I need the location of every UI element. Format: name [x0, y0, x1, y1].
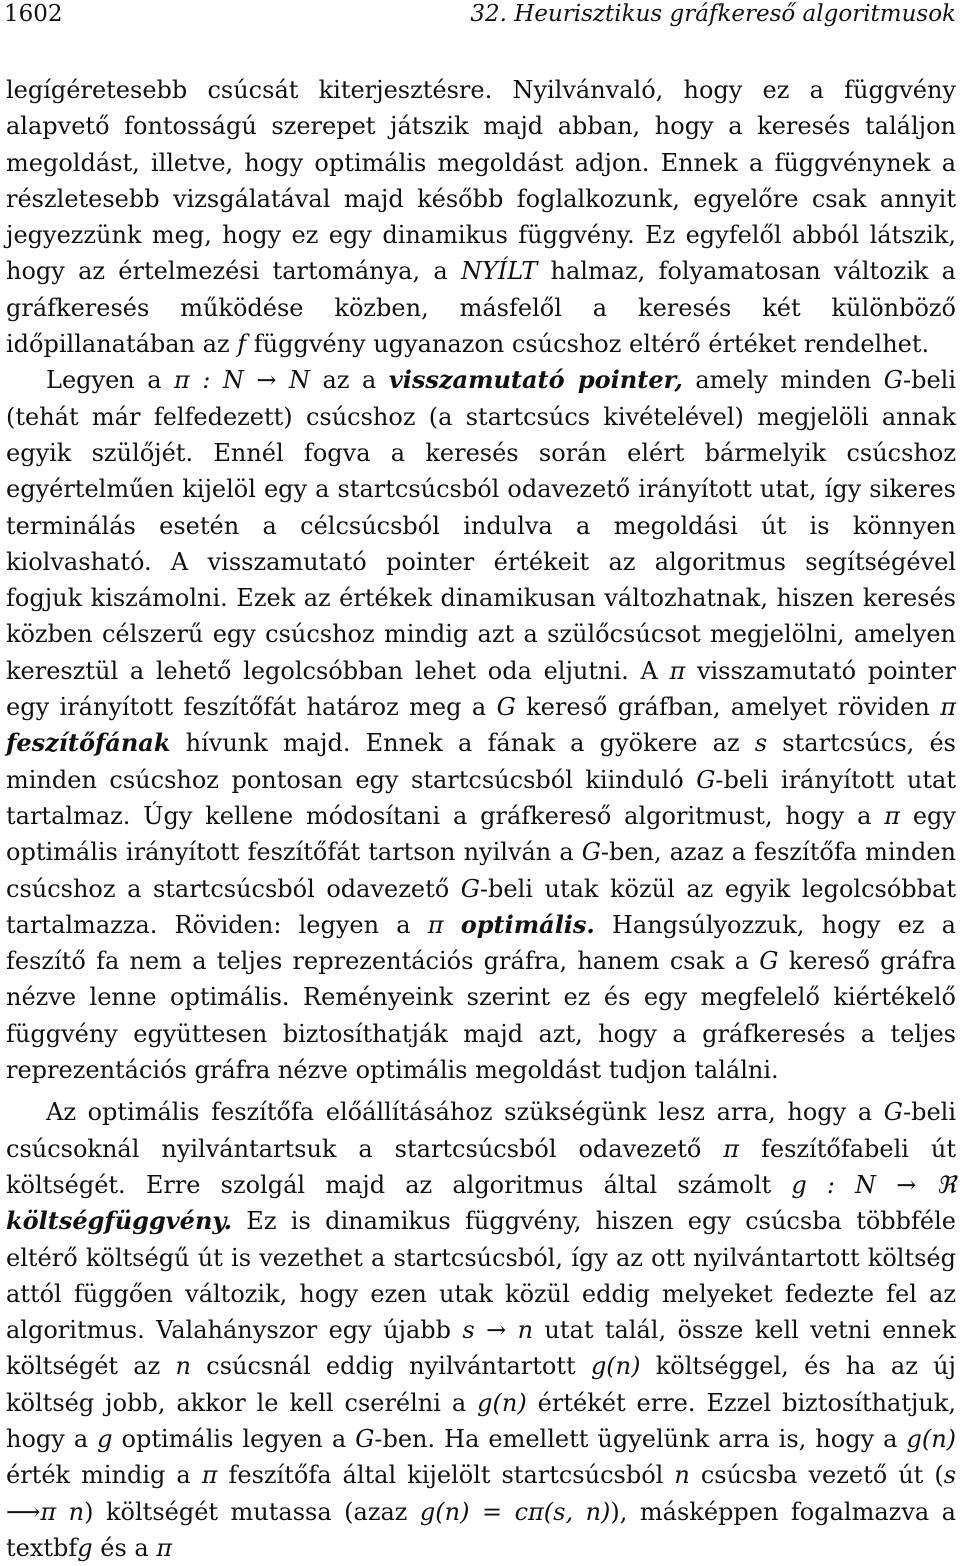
math-symbol: n	[674, 1461, 690, 1490]
text-run: halmaz, folyamatosan változik a gráfkeresés működése közben, másfelől a keresés két különböző időpillanatában az	[6, 257, 956, 359]
text-run: Ez is dinamikus függvény, hiszen egy csúcsba többféle eltérő költségű út is vezethet a startcsúcsból, így az ott nyilvántartott költség attól függően változik, hogy ezen utak közül eddig melyeket fedezte fel az algoritmus. Valahányszor egy újabb	[6, 1207, 956, 1345]
math-symbol: G	[696, 765, 716, 794]
math-symbol: g(n)	[477, 1388, 527, 1417]
text-run: startcsúcs, és minden csúcshoz pontosan egy startcsúcsból kiinduló	[6, 729, 956, 794]
math-symbol: G	[355, 1424, 375, 1453]
math-symbol: s → n	[462, 1316, 534, 1345]
text-run: -ben, azaz a feszítőfa minden csúcshoz a startcsúcsból odavezető	[6, 838, 956, 903]
text-run: hívunk majd. Ennek a fának a gyökere az	[170, 729, 755, 758]
chapter-title: 32. Heurisztikus gráfkereső algoritmusok	[470, 1, 956, 27]
paragraph	[6, 362, 956, 1088]
text-run: Az optimális feszítőfa előállításához szükségünk lesz arra, hogy a	[46, 1098, 884, 1127]
emphasis-term: visszamutató pointer,	[388, 365, 683, 395]
emphasis-term: feszítőfának	[6, 728, 171, 758]
text-run: -beli irányított utat tartalmaz. Úgy kellene módosítani a gráfkereső algoritmust, hogy a	[6, 765, 956, 830]
math-symbol: π	[201, 1461, 218, 1490]
text-run: -ben. Ha emellett ügyelünk arra is, hogy a	[374, 1424, 907, 1453]
text-run: kereső gráfban, amelyet röviden	[515, 693, 941, 722]
emphasis-term: optimális.	[460, 909, 595, 939]
math-symbol: g : N → ℜ	[791, 1170, 956, 1199]
math-symbol: g	[77, 1533, 93, 1562]
math-symbol: NYÍLT	[460, 257, 538, 286]
math-symbol: π	[884, 801, 901, 830]
text-run: költséggel, és ha az új költség jobb, akkor le kell cserélni a	[6, 1352, 956, 1417]
text-run: ), másképpen fogalmazva a textbf	[6, 1497, 956, 1562]
text-run: -beli csúcsoknál nyilvántartsuk a startcsúcsból odavezető	[6, 1098, 956, 1163]
math-symbol: g(n)	[906, 1424, 957, 1453]
text-run: feszítőfa által kijelölt startcsúcsból	[217, 1461, 675, 1490]
text-run: kereső gráfra nézve lenne optimális. Reményeink szerint ez és egy megfelelő kiértékelő függvény együttesen biztosíthatják majd azt, hogy a gráfkeresés a teljes reprezentációs gráfra nézve optimális megoldást tudjon találni.	[6, 947, 956, 1085]
text-run: visszamutató pointer egy irányított feszítőfát határoz meg a	[6, 656, 956, 722]
math-symbol: π	[723, 1134, 740, 1163]
text-run: feszítőfabeli út költségét. Erre szolgál majd az algoritmus által számolt	[6, 1134, 956, 1199]
math-symbol: π	[156, 1533, 173, 1562]
math-symbol: π	[427, 910, 444, 939]
math-symbol: G	[581, 838, 601, 867]
body-text	[6, 72, 956, 1566]
math-symbol: π	[669, 656, 686, 685]
text-run: utat talál, össze kell vetni ennek költségét az	[6, 1316, 957, 1381]
text-run: -beli utak közül az egyik legolcsóbbat tartalmazza. Röviden: legyen a	[6, 874, 956, 939]
paragraph	[6, 1094, 956, 1566]
text-run	[444, 911, 461, 939]
math-symbol: G	[759, 947, 779, 976]
text-run: amely minden	[682, 366, 884, 395]
text-run: csúcsba vezető út (	[689, 1461, 944, 1490]
math-symbol: g	[97, 1424, 113, 1453]
math-symbol: π	[940, 693, 956, 722]
text-run: függvény ugyanazon csúcshoz eltérő értéket rendelhet.	[246, 330, 930, 359]
text-run: ) költségét mutassa (azaz	[84, 1497, 420, 1526]
page-number: 1602	[4, 1, 63, 27]
text-run: az a	[310, 366, 389, 395]
text-run: és a	[92, 1533, 157, 1562]
math-symbol: G	[883, 1098, 903, 1127]
text-run: Hangsúlyozzuk, hogy ez a feszítő fa nem a teljes reprezentációs gráfra, hanem csak a	[6, 910, 956, 976]
math-symbol: s	[754, 729, 768, 758]
math-symbol: π : N → N	[174, 366, 311, 395]
math-symbol: g(n) = cπ(s, n)	[419, 1497, 611, 1526]
text-run: -beli (tehát már felfedezett) csúcshoz (a startcsúcs kivételével) megjelöli annak egyik szülőjét. Ennél fogva a keresés során elért bármelyik csúcshoz egyértelműen kijelöl egy a startcsúcsból odavezető irányított utat, így sikeres terminálás esetén a célcsúcsból indulva a megoldási út is könnyen kiolvasható. A visszamutató pointer értékeit az algoritmus segítségével fogjuk kiszámolni. Ezek az értékek dinamikusan változhatnak, hiszen keresés közben célszerű egy csúcshoz mindig azt a szülőcsúcsot megjelölni, amelyen keresztül a lehető legolcsóbban lehet oda eljutni. A	[6, 366, 956, 685]
paragraph	[6, 72, 956, 362]
math-symbol: s ⟶π n	[6, 1461, 957, 1526]
math-symbol: g(n)	[590, 1352, 641, 1381]
math-symbol: G	[496, 693, 516, 722]
text-run: optimális legyen a	[112, 1424, 356, 1453]
text-run: érték mindig a	[6, 1461, 202, 1490]
text-run: Legyen a	[46, 366, 175, 395]
text-run: csúcsnál eddig nyilvántartott	[191, 1352, 591, 1381]
math-symbol: n	[175, 1352, 191, 1381]
text-run: értékét erre. Ezzel biztosíthatjuk, hogy a	[6, 1388, 957, 1453]
math-symbol: G	[460, 874, 480, 903]
text-run: egy optimális irányított feszítőfát tartson nyilván a	[6, 801, 956, 867]
page-header	[0, 0, 960, 36]
text-run: legígéretesebb csúcsát kiterjesztésre. Nyilvánvaló, hogy ez a függvény alapvető fontosságú szerepet játszik majd abban, hogy a keresés találjon megoldást, illetve, hogy optimális megoldást adjon. Ennek a függvénynek a részletesebb vizsgálatával majd később foglalkozunk, egyelőre csak annyit jegyezzünk meg, hogy ez egy dinamikus függvény. Ez egyfelől abból látszik, hogy az értelmezési tartománya, a	[6, 76, 956, 286]
emphasis-term: költségfüggvény.	[6, 1206, 232, 1236]
math-symbol: f	[237, 330, 247, 359]
math-symbol: G	[883, 366, 903, 395]
